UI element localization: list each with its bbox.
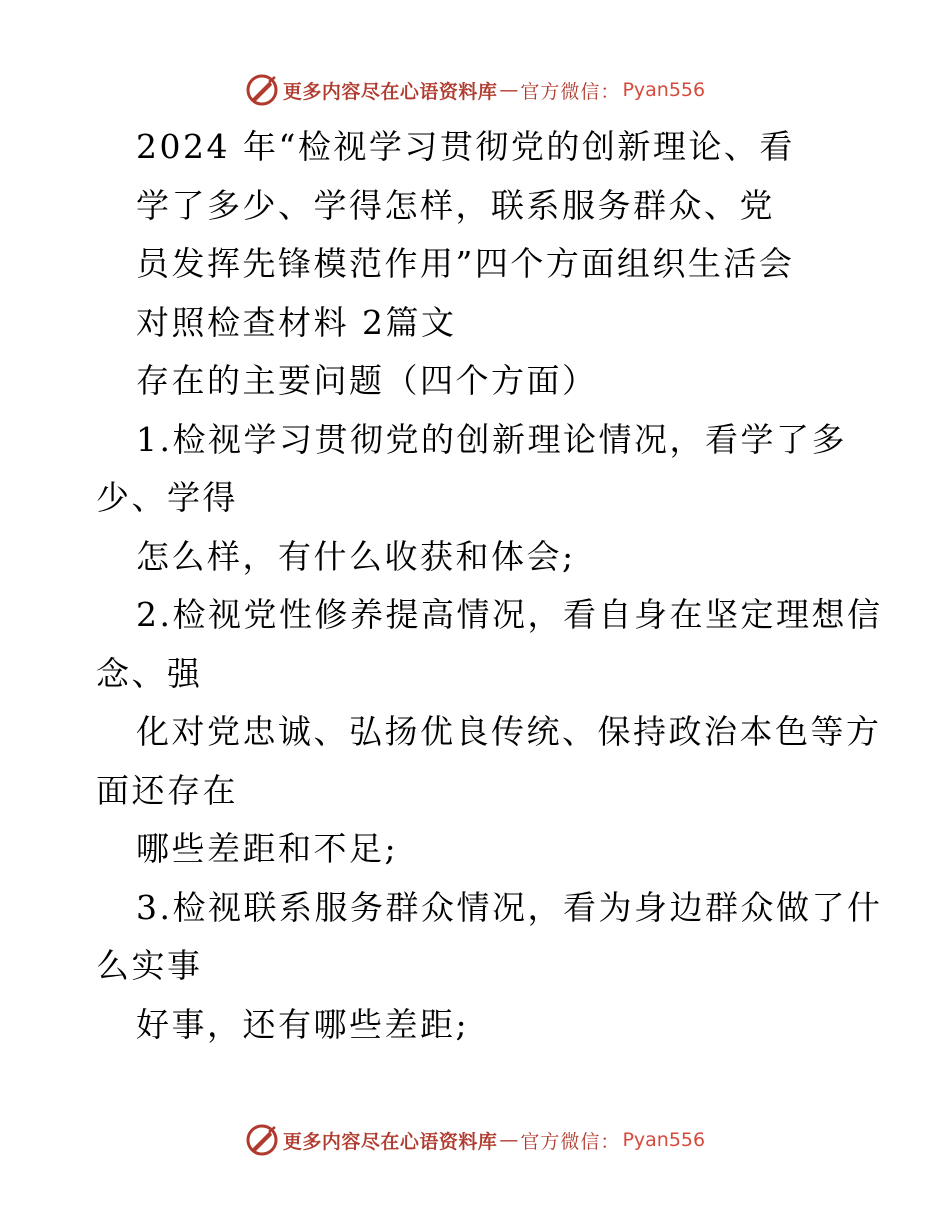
- paragraph-line: 哪些差距和不足;: [136, 829, 399, 868]
- paragraph-line: 念、强: [96, 653, 203, 693]
- banner-wechat-label: 官方微信：: [520, 80, 621, 103]
- banner-wechat-label: 官方微信：: [520, 1130, 621, 1153]
- banner-main-text: 更多内容尽在心语资料库: [282, 80, 498, 103]
- section-heading: 存在的主要问题（四个方面）: [136, 361, 598, 400]
- paragraph-line: 怎么样，有什么收获和体会;: [136, 536, 576, 576]
- banner-main-text: 更多内容尽在心语资料库: [282, 1130, 498, 1153]
- paragraph-line: 2.检视党性修养提高情况，看自身在坚定理想信: [136, 595, 883, 634]
- quill-logo-icon: [245, 1123, 279, 1157]
- footer-watermark-banner: [0, 1122, 950, 1158]
- title-line-1: 2024 年“检视学习贯彻党的创新理论、看: [136, 127, 795, 166]
- title-line-4: 对照检查材料 2篇文: [136, 302, 457, 342]
- banner-wechat-id: Pyan556: [622, 79, 706, 101]
- quill-logo-icon: [245, 73, 279, 107]
- paragraph-line: 1.检视学习贯彻党的创新理论情况，看学了多: [136, 419, 847, 459]
- title-line-3: 员发挥先锋模范作用”四个方面组织生活会: [136, 244, 795, 283]
- paragraph-line: 好事，还有哪些差距;: [136, 1004, 470, 1044]
- document-body: [96, 118, 883, 1054]
- paragraph-line: 3.检视联系服务群众情况，看为身边群众做了什: [136, 887, 883, 927]
- banner-dash: —: [499, 1129, 519, 1151]
- header-watermark-banner: [0, 72, 950, 108]
- paragraph-line: 么实事: [96, 946, 203, 985]
- title-line-2: 学了多少、学得怎样，联系服务群众、党: [136, 185, 775, 225]
- paragraph-line: 化对党忠诚、弘扬优良传统、保持政治本色等方: [136, 712, 882, 751]
- banner-wechat-id: Pyan556: [622, 1129, 706, 1151]
- paragraph-line: 少、学得: [96, 478, 238, 517]
- banner-dash: —: [499, 79, 519, 101]
- paragraph-line: 面还存在: [96, 770, 238, 810]
